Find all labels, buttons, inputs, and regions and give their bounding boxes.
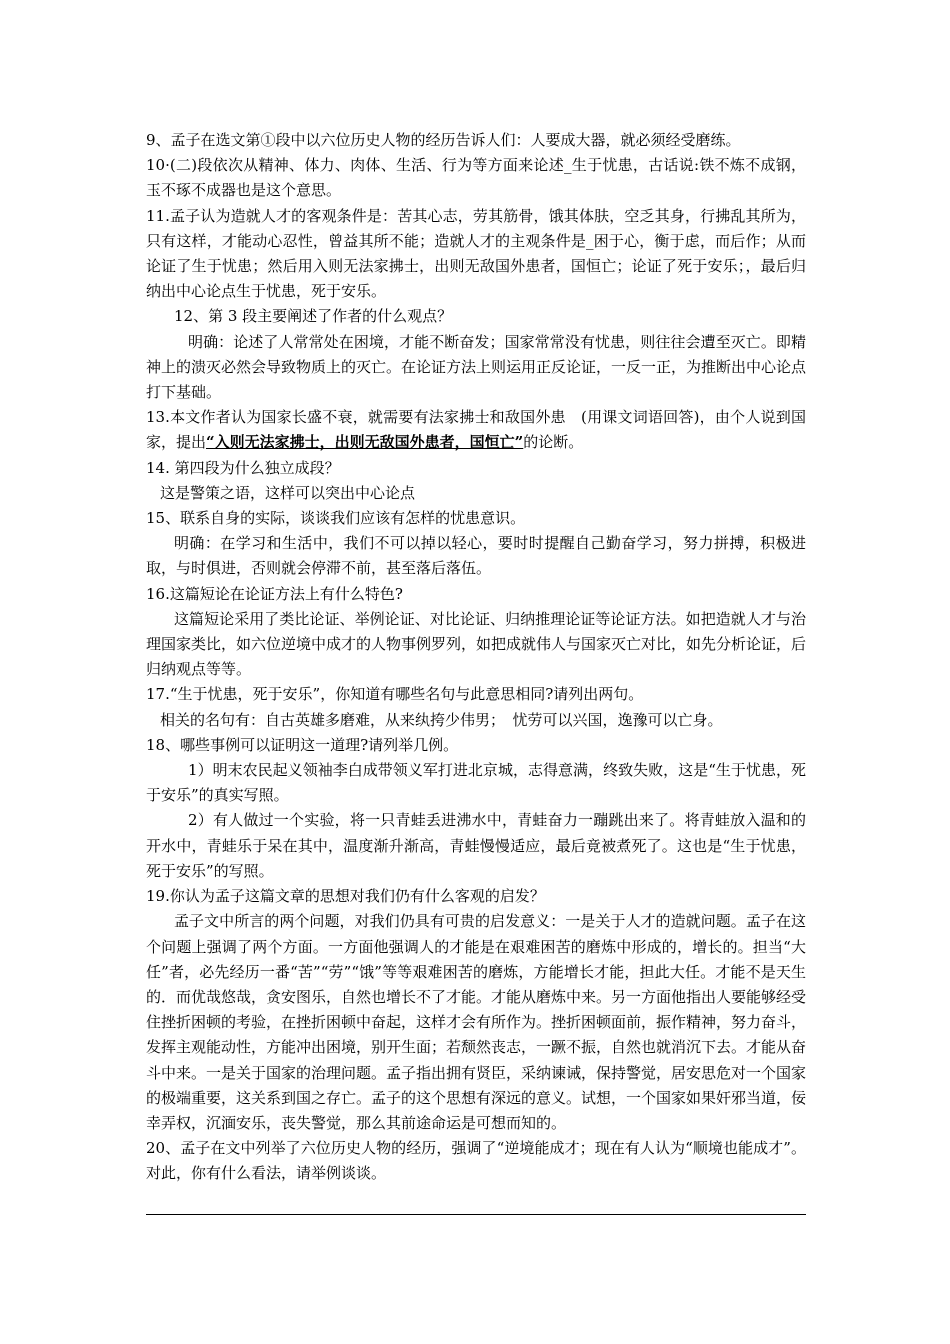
paragraph-q12-answer: 明确：论述了人常常处在困境，才能不断奋发；国家常常没有忧患，则往往会遭至灭亡。即精神上的溃灭必然会导致物质上的灭亡。在论证方法上则运用正反论证，一反一正，为推断出中心论点打下基础。: [146, 332, 807, 402]
paragraph-q11: 11.孟子认为造就人才的客观条件是：苦其心志，劳其筋骨，饿其体肤，空乏其身，行拂乱其所为，只有这样，才能动心忍性，曾益其所不能；造就人才的主观条件是_困于心，衡于虑，而后作；从而论证了生于忧患；然后用入则无法家拂士，出则无敌国外患者，国恒亡；论证了死于安乐；，最后归纳出中心论点生于忧患，死于安乐。: [146, 206, 806, 301]
paragraph-q9: 9、孟子在选文第①段中以六位历史人物的经历告诉人们：人要成大器，就必须经受磨练。: [146, 131, 741, 149]
footer-divider: [146, 1214, 806, 1215]
paragraph-q10: 10·(二)段依次从精神、体力、肉体、生活、行为等方面来论述_生于忧患，古话说:铁不炼不成钢，玉不琢不成器也是这个意思。: [146, 156, 806, 200]
paragraph-q14: 14. 第四段为什么独立成段？: [146, 458, 340, 477]
q13-text-pre: 13.本文作者认为国家长盛不衰，就需要有法家拂士和敌国外患 (用课文词语回答)，由个人说到国家，提出: [146, 408, 806, 452]
paragraph-q15: 15、联系自身的实际，谈谈我们应该有怎样的忧患意识。: [146, 509, 526, 528]
paragraph-q17-answer: 相关的名句有：自古英雄多磨难，从来纨挎少伟男； 忧劳可以兴国，逸豫可以亡身。: [160, 710, 723, 729]
document-body: [146, 128, 806, 1187]
paragraph-q18-example-1: 1）明末农民起义领袖李白成带领义军打进北京城，志得意满，终致失败，这是“生于忧患，死于安乐”的真实写照。: [146, 761, 806, 805]
paragraph-q13: [146, 405, 806, 455]
paragraph-q19-answer: 孟子文中所言的两个问题，对我们仍具有可贵的启发意义：一是关于人才的造就问题。孟子在这个问题上强调了两个方面。一方面他强调人的才能是在艰难困苦的磨炼中形成的，增长的。担当“大任”者，必先经历一番“苦”“劳”“饿”等等艰难困苦的磨炼，方能增长才能，担此大任。才能不是天生的．而优哉悠哉，贪安图乐，自然也增长不了才能。才能从磨炼中来。另一方面他指出人要能够经受住挫折困顿的考验，在挫折困顿中奋起，这样才会有所作为。挫折困顿面前，振作精神，努力奋斗，发挥主观能动性，方能冲出困境，别开生面；若颓然丧志，一蹶不振，自然也就消沉下去。才能从奋斗中来。一是关于国家的治理问题。孟子指出拥有贤臣，采纳谏诫，保持警觉，居安思危对一个国家的极端重要，这关系到国之存亡。孟子的这个思想有深远的意义。试想，一个国家如果奸邪当道，佞幸弄权，沉湎安乐，丧失警觉，那么其前途命运是可想而知的。: [146, 912, 807, 1132]
paragraph-q16: 16.这篇短论在论证方法上有什么特色?: [146, 584, 403, 603]
q13-underlined-quote: “入则无法家拂士，出则无敌国外患者，国恒亡”: [206, 433, 524, 452]
paragraph-q18: 18、哪些事例可以证明这一道理?请列举几例。: [146, 735, 459, 754]
paragraph-q15-answer: 明确：在学习和生活中，我们不可以掉以轻心，要时时提醒自己勤奋学习，努力拼搏，积极进取，与时俱进，否则就会停滞不前，甚至落后落伍。: [146, 534, 806, 578]
paragraph-q16-answer: 这篇短论采用了类比论证、举例论证、对比论证、归纳推理论证等论证方法。如把造就人才与治理国家类比，如六位逆境中成才的人物事例罗列，如把成就伟人与国家灭亡对比，如先分析论证，后归纳观点等等。: [146, 609, 807, 679]
q13-text-post: 的论断。: [523, 433, 584, 452]
paragraph-q14-answer: 这是警策之语，这样可以突出中心论点: [160, 483, 416, 502]
paragraph-q18-example-2: 2）有人做过一个实验，将一只青蛙丢进沸水中，青蛙奋力一蹦跳出来了。将青蛙放入温和的开水中，青蛙乐于呆在其中，温度渐升渐高，青蛙慢慢适应，最后竟被煮死了。这也是“生于忧患，死于安乐”的写照。: [146, 811, 806, 880]
paragraph-q20: 20、孟子在文中列举了六位历史人物的经历，强调了“逆境能成才；现在有人认为“顺境也能成才”。对此，你有什么看法，请举例谈谈。: [146, 1139, 806, 1183]
paragraph-q12: 12、第 3 段主要阐述了作者的什么观点？: [174, 307, 453, 326]
paragraph-q17: 17.“生于忧患，死于安乐”，你知道有哪些名句与此意思相同?请列出两句。: [146, 685, 644, 704]
paragraph-q19: 19.你认为孟子这篇文章的思想对我们仍有什么客观的启发？: [146, 887, 545, 906]
